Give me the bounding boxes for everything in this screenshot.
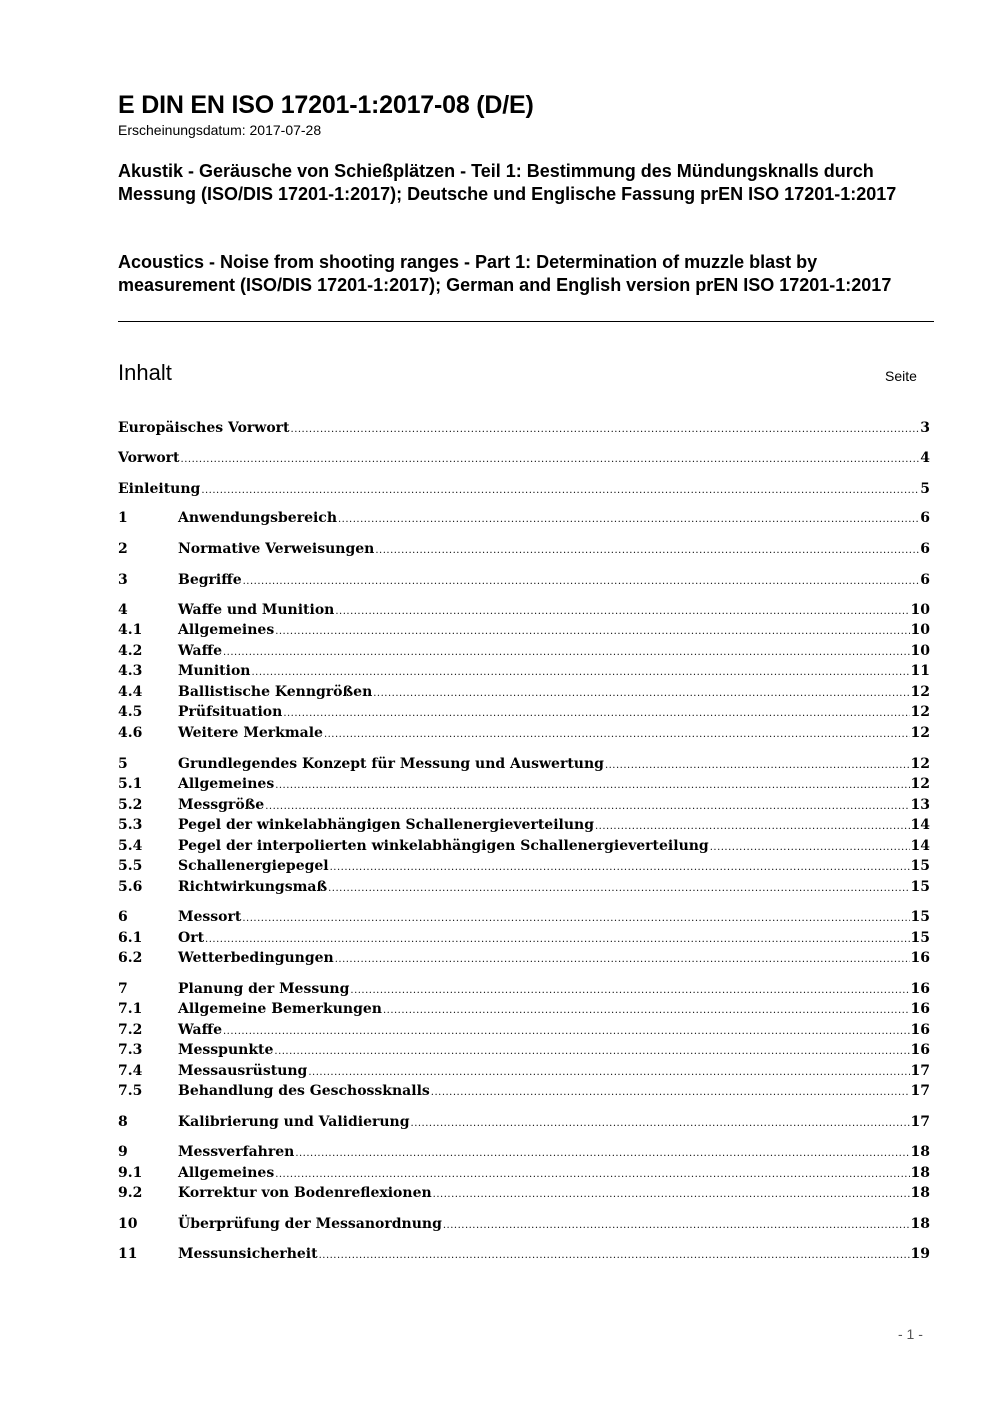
toc-entry[interactable]: [118, 907, 930, 927]
toc-entry-page: 10: [910, 643, 930, 659]
toc-entry-page: 12: [910, 725, 930, 741]
toc-dot-leader: [275, 622, 909, 642]
toc-dot-leader: [201, 481, 919, 501]
toc-entry-page: 16: [910, 1042, 930, 1058]
toc-entry-number: 5.4: [118, 838, 143, 854]
toc-entry-page: 19: [910, 1246, 930, 1262]
toc-entry[interactable]: [118, 682, 930, 702]
toc-dot-leader: [328, 879, 909, 899]
toc-dot-leader: [205, 930, 909, 950]
toc-entry-number: 9.2: [118, 1185, 143, 1201]
footer-page-number: - 1 -: [898, 1326, 923, 1342]
toc-dot-leader: [324, 725, 910, 745]
toc-dot-leader: [291, 420, 920, 440]
toc-dot-leader: [595, 817, 910, 837]
toc-entry-number: 4.5: [118, 704, 143, 720]
toc-dot-leader: [431, 1083, 910, 1103]
toc-entry-title: Kalibrierung und Validierung: [178, 1114, 410, 1130]
toc-entry-page: 15: [910, 858, 930, 874]
toc-entry-number: 7.1: [118, 1001, 143, 1017]
toc-entry[interactable]: [118, 948, 930, 968]
toc-entry[interactable]: [118, 620, 930, 640]
toc-entry-title: Munition: [178, 663, 251, 679]
toc-entry-title: Ort: [178, 930, 205, 946]
toc-entry-title: Messpunkte: [178, 1042, 274, 1058]
toc-entry-number: 5.5: [118, 858, 143, 874]
toc-dot-leader: [350, 981, 909, 1001]
toc-entry-number: 3: [118, 572, 128, 588]
toc-entry-title: Einleitung: [118, 481, 201, 497]
toc-entry-title: Pegel der interpolierten winkelabhängigen Schallenergieverteilung: [178, 838, 709, 854]
toc-entry-number: 4.1: [118, 622, 143, 638]
toc-entry[interactable]: [118, 795, 930, 815]
toc-entry-number: 7.3: [118, 1042, 143, 1058]
toc-entry-number: 7.5: [118, 1083, 143, 1099]
toc-dot-leader: [275, 1165, 909, 1185]
toc-entry-page: 14: [910, 838, 930, 854]
toc-entry-title: Allgemeines: [178, 776, 275, 792]
toc-entry-page: 18: [910, 1185, 930, 1201]
toc-dot-leader: [335, 602, 909, 622]
toc-entry-page: 13: [910, 797, 930, 813]
publication-date: Erscheinungsdatum: 2017-07-28: [118, 122, 322, 138]
toc-dot-leader: [223, 643, 910, 663]
toc-entry-page: 16: [910, 950, 930, 966]
toc-entry-number: 5: [118, 756, 128, 772]
title-english: Acoustics - Noise from shooting ranges - Part 1: Determination of muzzle blast by measurement (ISO/DIS 17201-1:2017); German and English version prEN ISO 17201-1:2017: [118, 252, 892, 295]
toc-entry-number: 2: [118, 541, 128, 557]
toc-entry[interactable]: [118, 774, 930, 794]
toc-entry[interactable]: [118, 641, 930, 661]
toc-entry-page: 12: [910, 756, 930, 772]
toc-entry-title: Vorwort: [118, 450, 180, 466]
toc-dot-leader: [443, 1216, 910, 1236]
toc-entry-page: 14: [910, 817, 930, 833]
toc-entry-page: 12: [910, 704, 930, 720]
toc-entry-title: Messgröße: [178, 797, 265, 813]
toc-entry-number: 4.4: [118, 684, 143, 700]
toc-dot-leader: [433, 1185, 910, 1205]
toc-entry[interactable]: [118, 754, 930, 774]
toc-entry-page: 17: [910, 1114, 930, 1130]
toc-dot-leader: [338, 510, 919, 530]
toc-entry-title: Messunsicherheit: [178, 1246, 318, 1262]
toc-entry-title: Allgemeines: [178, 1165, 275, 1181]
toc-entry[interactable]: [118, 1183, 930, 1203]
document-id: E DIN EN ISO 17201-1:2017-08 (D/E): [118, 91, 534, 119]
toc-entry-title: Überprüfung der Messanordnung: [178, 1216, 442, 1232]
toc-entry[interactable]: [118, 1244, 930, 1264]
toc-entry-number: 11: [118, 1246, 138, 1262]
toc-entry-page: 15: [910, 879, 930, 895]
toc-entry[interactable]: [118, 1112, 930, 1132]
toc-entry-title: Pegel der winkelabhängigen Schallenergieverteilung: [178, 817, 594, 833]
toc-dot-leader: [274, 1042, 909, 1062]
toc-entry[interactable]: [118, 877, 930, 897]
toc-entry[interactable]: [118, 1020, 930, 1040]
toc-entry[interactable]: [118, 836, 930, 856]
header-rule: [118, 321, 934, 322]
toc-entry-number: 5.2: [118, 797, 143, 813]
title-german: Akustik - Geräusche von Schießplätzen - Teil 1: Bestimmung des Mündungsknalls durch Messung (ISO/DIS 17201-1:2017); Deutsche und Englische Fassung prEN ISO 17201-1:2017: [118, 161, 897, 204]
toc-entry[interactable]: [118, 979, 930, 999]
toc-entry-title: Allgemeines: [178, 622, 275, 638]
toc-dot-leader: [265, 797, 909, 817]
toc-entry-number: 4.3: [118, 663, 143, 679]
toc-entry[interactable]: [118, 928, 930, 948]
toc-entry-number: 1: [118, 510, 128, 526]
toc-entry[interactable]: [118, 539, 930, 559]
toc-entry-page: 16: [910, 1001, 930, 1017]
toc-entry-title: Messverfahren: [178, 1144, 295, 1160]
toc-dot-leader: [295, 1144, 909, 1164]
toc-entry[interactable]: [118, 856, 930, 876]
toc-entry-title: Allgemeine Bemerkungen: [178, 1001, 382, 1017]
toc-entry-number: 6.1: [118, 930, 143, 946]
toc-dot-leader: [330, 858, 910, 878]
toc-dot-leader: [319, 1246, 910, 1266]
toc-entry-page: 4: [920, 450, 930, 466]
toc-dot-leader: [242, 909, 909, 929]
toc-entry-number: 8: [118, 1114, 128, 1130]
toc-entry-title: Waffe: [178, 643, 222, 659]
toc-dot-leader: [383, 1001, 910, 1021]
toc-entry-number: 4.2: [118, 643, 143, 659]
toc-entry[interactable]: [118, 999, 930, 1019]
toc-dot-leader: [375, 541, 919, 561]
toc-entry[interactable]: [118, 661, 930, 681]
toc-entry-number: 4.6: [118, 725, 143, 741]
toc-entry-number: 6: [118, 909, 128, 925]
toc-dot-leader: [181, 450, 920, 470]
toc-entry-page: 12: [910, 776, 930, 792]
toc-entry-title: Behandlung des Geschossknalls: [178, 1083, 430, 1099]
toc-dot-leader: [251, 663, 909, 683]
toc-entry-page: 15: [910, 930, 930, 946]
toc-entry-title: Waffe und Munition: [178, 602, 335, 618]
toc-entry-number: 5.1: [118, 776, 143, 792]
toc-dot-leader: [373, 684, 909, 704]
toc-entry-page: 16: [910, 1022, 930, 1038]
toc-entry-title: Weitere Merkmale: [178, 725, 323, 741]
toc-entry[interactable]: [118, 508, 930, 528]
toc-entry[interactable]: [118, 418, 930, 438]
toc-entry-page: 6: [920, 510, 930, 526]
toc-entry-title: Wetterbedingungen: [178, 950, 334, 966]
toc-entry[interactable]: [118, 1214, 930, 1234]
toc-page-label: Seite: [885, 368, 917, 384]
toc-dot-leader: [710, 838, 910, 858]
toc-entry-number: 9.1: [118, 1165, 143, 1181]
toc-dot-leader: [283, 704, 909, 724]
toc-dot-leader: [275, 776, 909, 796]
toc-entry-page: 10: [910, 602, 930, 618]
toc-entry[interactable]: [118, 1040, 930, 1060]
toc-entry-title: Ballistische Kenngrößen: [178, 684, 373, 700]
toc-entry-page: 16: [910, 981, 930, 997]
toc-entry-page: 6: [920, 541, 930, 557]
toc-entry-number: 6.2: [118, 950, 143, 966]
toc-entry-title: Messort: [178, 909, 242, 925]
toc-entry[interactable]: [118, 723, 930, 743]
toc-entry-title: Waffe: [178, 1022, 222, 1038]
toc-dot-leader: [223, 1022, 910, 1042]
toc-entry-number: 5.3: [118, 817, 143, 833]
toc-entry-page: 17: [910, 1083, 930, 1099]
toc-entry[interactable]: [118, 815, 930, 835]
toc-entry[interactable]: [118, 570, 930, 590]
toc-entry-page: 17: [910, 1063, 930, 1079]
toc-entry-title: Anwendungsbereich: [178, 510, 337, 526]
toc-entry[interactable]: [118, 1163, 930, 1183]
toc-dot-leader: [335, 950, 910, 970]
toc-entry-title: Normative Verweisungen: [178, 541, 375, 557]
toc-entry[interactable]: [118, 479, 930, 499]
toc-entry[interactable]: [118, 702, 930, 722]
toc-entry-page: 18: [910, 1144, 930, 1160]
toc-entry-title: Planung der Messung: [178, 981, 350, 997]
toc-entry-page: 12: [910, 684, 930, 700]
toc-entry-page: 18: [910, 1165, 930, 1181]
toc-entry-page: 6: [920, 572, 930, 588]
toc-entry[interactable]: [118, 1142, 930, 1162]
toc-entry[interactable]: [118, 1081, 930, 1101]
toc-entry-page: 3: [920, 420, 930, 436]
toc-entry-title: Prüfsituation: [178, 704, 283, 720]
toc-dot-leader: [411, 1114, 910, 1134]
toc-entry[interactable]: [118, 1061, 930, 1081]
toc-entry-title: Europäisches Vorwort: [118, 420, 290, 436]
toc-entry-page: 11: [910, 663, 930, 679]
toc-entry-number: 7: [118, 981, 128, 997]
toc-entry-title: Grundlegendes Konzept für Messung und Auswertung: [178, 756, 604, 772]
toc-entry-page: 18: [910, 1216, 930, 1232]
toc-entry-number: 10: [118, 1216, 138, 1232]
toc-entry-page: 5: [920, 481, 930, 497]
toc-entry-page: 15: [910, 909, 930, 925]
toc-entry-number: 4: [118, 602, 128, 618]
toc-entry-title: Begriffe: [178, 572, 242, 588]
toc-entry[interactable]: [118, 448, 930, 468]
toc-entry-title: Messausrüstung: [178, 1063, 308, 1079]
toc-entry-page: 10: [910, 622, 930, 638]
toc-entry-title: Richtwirkungsmaß: [178, 879, 328, 895]
toc-dot-leader: [605, 756, 910, 776]
toc-heading: Inhalt: [118, 360, 172, 385]
toc-entry-number: 9: [118, 1144, 128, 1160]
toc-entry-title: Schallenergiepegel: [178, 858, 329, 874]
toc-entry-title: Korrektur von Bodenreflexionen: [178, 1185, 432, 1201]
toc-entry-number: 7.4: [118, 1063, 143, 1079]
toc-entry-number: 5.6: [118, 879, 143, 895]
toc-dot-leader: [308, 1063, 909, 1083]
toc-entry-number: 7.2: [118, 1022, 143, 1038]
toc-entry[interactable]: [118, 600, 930, 620]
toc-dot-leader: [243, 572, 920, 592]
